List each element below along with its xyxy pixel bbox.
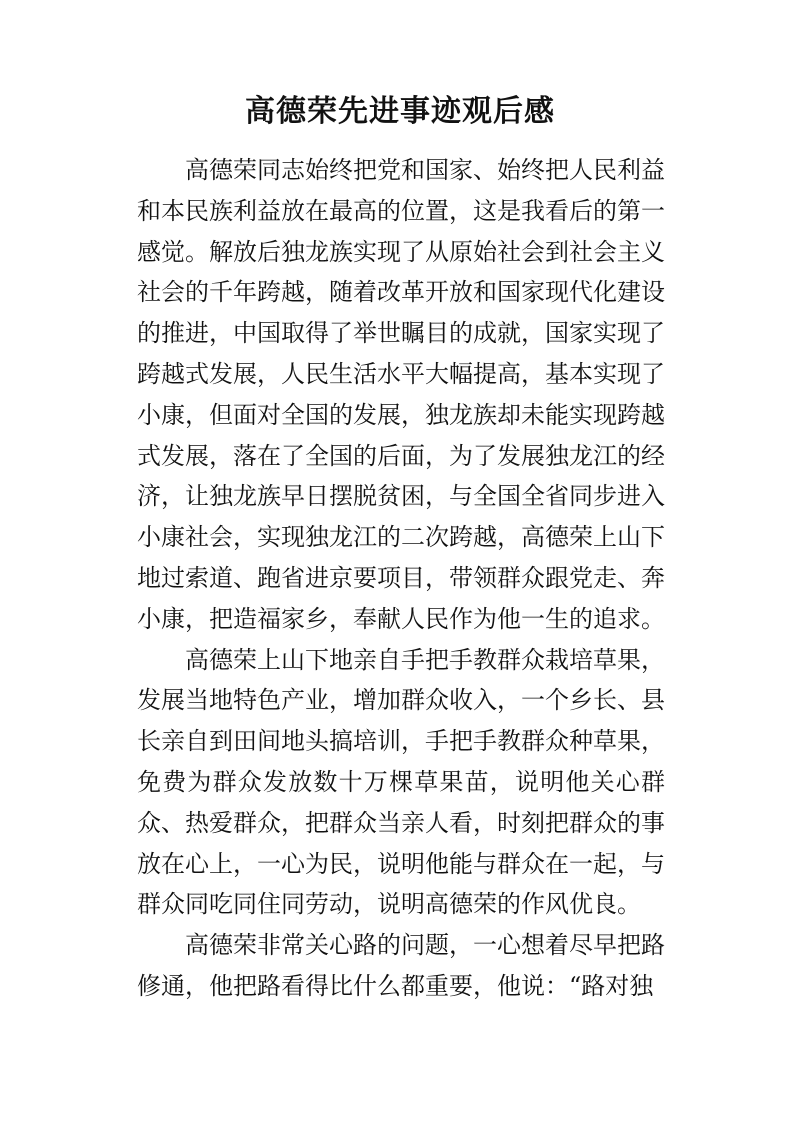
document-body xyxy=(137,150,665,1007)
document-title: 高德荣先进事迹观后感 xyxy=(245,94,555,129)
paragraph-3: 高德荣非常关心路的问题，一心想着尽早把路修通，他把路看得比什么都重要，他说：“路对独 xyxy=(137,931,665,1000)
paragraph-1: 高德荣同志始终把党和国家、始终把人民利益和本民族利益放在最高的位置，这是我看后的第一感觉。解放后独龙族实现了从原始社会到社会主义社会的千年跨越，随着改革开放和国家现代化建设的推进，中国取得了举世瞩目的成就，国家实现了跨越式发展，人民生活水平大幅提高，基本实现了小康，但面对全国的发展，独龙族却未能实现跨越式发展，落在了全国的后面，为了发展独龙江的经济，让独龙族早日摆脱贫困，与全国全省同步进入小康社会，实现独龙江的二次跨越，高德荣上山下地过索道、跑省进京要项目，带领群众跟党走、奔小康，把造福家乡，奉献人民作为他一生的追求。 xyxy=(137,156,665,633)
paragraph-2: 高德荣上山下地亲自手把手教群众栽培草果，发展当地特色产业，增加群众收入，一个乡长、县长亲自到田间地头搞培训，手把手教群众种草果，免费为群众发放数十万棵草果苗，说明他关心群众、热爱群众，把群众当亲人看，时刻把群众的事放在心上，一心为民，说明他能与群众在一起，与群众同吃同住同劳动，说明高德荣的作风优良。 xyxy=(137,645,665,919)
